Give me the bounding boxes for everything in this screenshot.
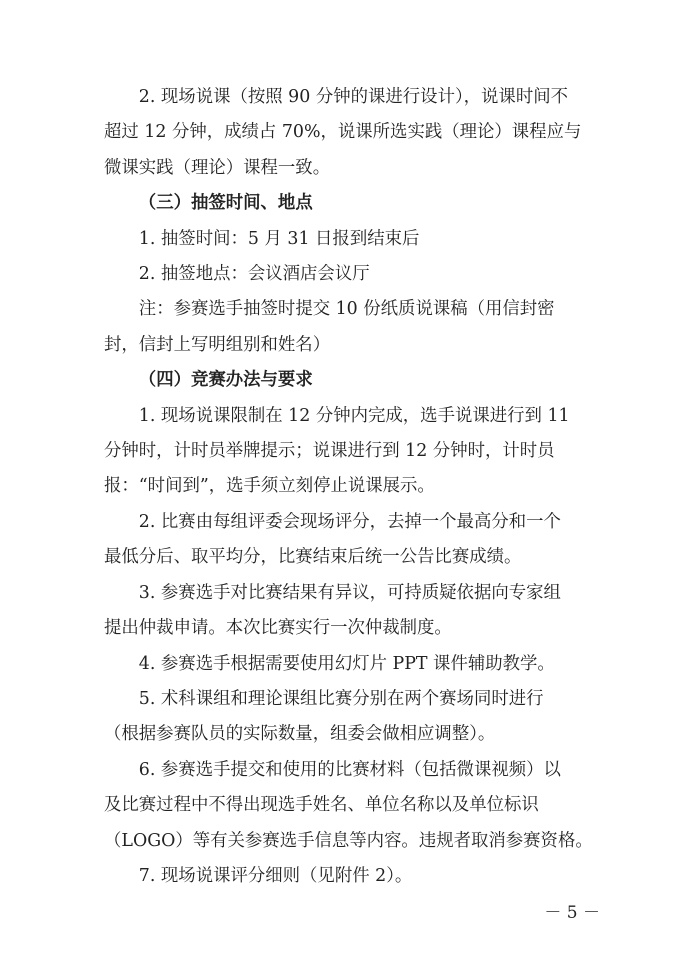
text-line: 2. 比赛由每组评委会现场评分，去掉一个最高分和一个 [138,511,561,532]
paragraph [104,859,604,894]
text-line: 分钟时，计时员举牌提示；说课进行到 12 分钟时，计时员 [104,441,555,462]
paragraph [104,576,604,647]
document-body [104,80,604,894]
text-line: （LOGO）等有关参赛选手信息等内容。违规者取消参赛资格。 [104,830,593,851]
text-line: 提出仲裁申请。本次比赛实行一次仲裁制度。 [104,618,452,639]
paragraph [104,80,604,186]
paragraph [104,257,604,292]
text-line: 3. 参赛选手对比赛结果有异议，可持质疑依据向专家组 [138,582,561,603]
text-line: 超过 12 分钟，成绩占 70%，说课所选实践（理论）课程应与 [104,122,582,143]
text-line: 1. 抽签时间：5 月 31 日报到结束后 [138,228,420,249]
text-line: （三）抽签时间、地点 [138,193,313,214]
page-number: － 5 － [544,903,600,923]
paragraph [104,682,604,753]
paragraph [104,647,604,682]
paragraph [104,292,604,363]
text-line: 2. 现场说课（按照 90 分钟的课进行设计），说课时间不 [138,87,568,107]
text-line: 5. 术科课组和理论课组比赛分别在两个赛场同时进行 [138,688,544,709]
text-line: 4. 参赛选手根据需要使用幻灯片 PPT 课件辅助教学。 [138,653,555,674]
text-line: 最低分后、取平均分，比赛结束后统一公告比赛成绩。 [104,547,522,568]
text-line: 注：参赛选手抽签时提交 10 份纸质说课稿（用信封密 [138,299,555,320]
text-line: 报：“时间到”，选手须立刻停止说课展示。 [104,476,435,497]
text-line: （根据参赛队员的实际数量，组委会做相应调整）。 [104,724,496,745]
text-line: 1. 现场说课限制在 12 分钟内完成，选手说课进行到 11 [138,405,570,426]
text-line: 微课实践（理论）课程一致。 [104,157,331,178]
text-line: 7. 现场说课评分细则（见附件 2）。 [138,865,413,886]
paragraph [104,222,604,257]
text-line: （四）竞赛办法与要求 [138,370,313,391]
section-heading [104,363,604,398]
text-line: 封，信封上写明组别和姓名） [104,334,331,355]
text-line: 2. 抽签地点：会议酒店会议厅 [138,264,370,285]
text-line: 及比赛过程中不得出现选手姓名、单位名称以及单位标识 [104,795,539,816]
paragraph [104,505,604,576]
paragraph [104,753,604,859]
paragraph [104,399,604,505]
section-heading [104,186,604,221]
text-line: 6. 参赛选手提交和使用的比赛材料（包括微课视频）以 [138,759,561,780]
